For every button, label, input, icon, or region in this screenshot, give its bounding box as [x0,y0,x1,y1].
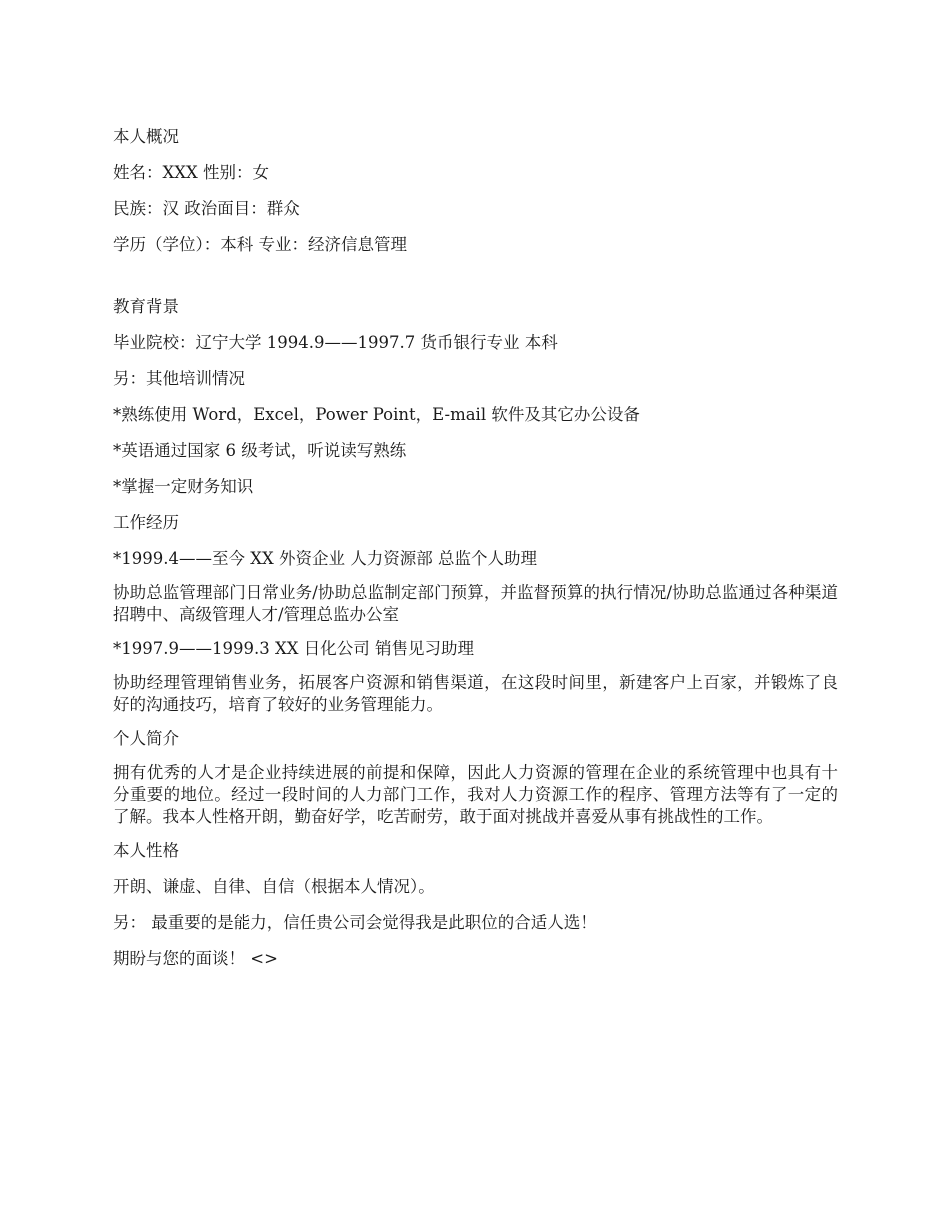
job-description: 协助经理管理销售业务，拓展客户资源和销售渠道，在这段时间里，新建客户上百家，并锻炼了良好的沟通技巧，培育了较好的业务管理能力。 [113,673,838,714]
resume-document [113,124,838,982]
skill-item: *英语通过国家 6 级考试，听说读写熟练 [113,441,407,460]
overview-heading: 本人概况 [113,127,179,146]
job-title: *1997.9——1999.3 XX 日化公司 销售见习助理 [113,639,474,658]
closing-note: 另： 最重要的是能力，信任贵公司会觉得我是此职位的合适人选！ [113,913,597,932]
work-heading: 工作经历 [113,513,179,532]
skill-item: *掌握一定财务知识 [113,477,254,496]
skill-item: *熟练使用 Word，Excel，Power Point，E-mail 软件及其它办公设备 [113,405,640,424]
job-description: 协助总监管理部门日常业务/协助总监制定部门预算，并监督预算的执行情况/协助总监通过各种渠道招聘中、高级管理人才/管理总监办公室 [113,583,838,624]
personality-text: 开朗、谦虚、自律、自信（根据本人情况）。 [113,877,435,896]
education-major-line: 学历（学位）：本科 专业：经济信息管理 [113,235,407,254]
job-title: *1999.4——至今 XX 外资企业 人力资源部 总监个人助理 [113,549,537,568]
school-line: 毕业院校：辽宁大学 1994.9——1997.7 货币银行专业 本科 [113,333,558,352]
ethnicity-politics-line: 民族：汉 政治面目：群众 [113,199,300,218]
sign-off: 期盼与您的面谈！ <> [113,949,278,968]
profile-heading: 个人简介 [113,729,179,748]
name-gender-line: 姓名：XXX 性别：女 [113,163,269,182]
section-spacer [113,268,838,294]
profile-text: 拥有优秀的人才是企业持续进展的前提和保障，因此人力资源的管理在企业的系统管理中也具有十分重要的地位。经过一段时间的人力部门工作，我对人力资源工作的程序、管理方法等有了一定的了解。我本人性格开朗，勤奋好学，吃苦耐劳，敢于面对挑战并喜爱从事有挑战性的工作。 [113,763,838,826]
education-heading: 教育背景 [113,297,179,316]
other-training-line: 另：其他培训情况 [113,369,245,388]
personality-heading: 本人性格 [113,841,179,860]
